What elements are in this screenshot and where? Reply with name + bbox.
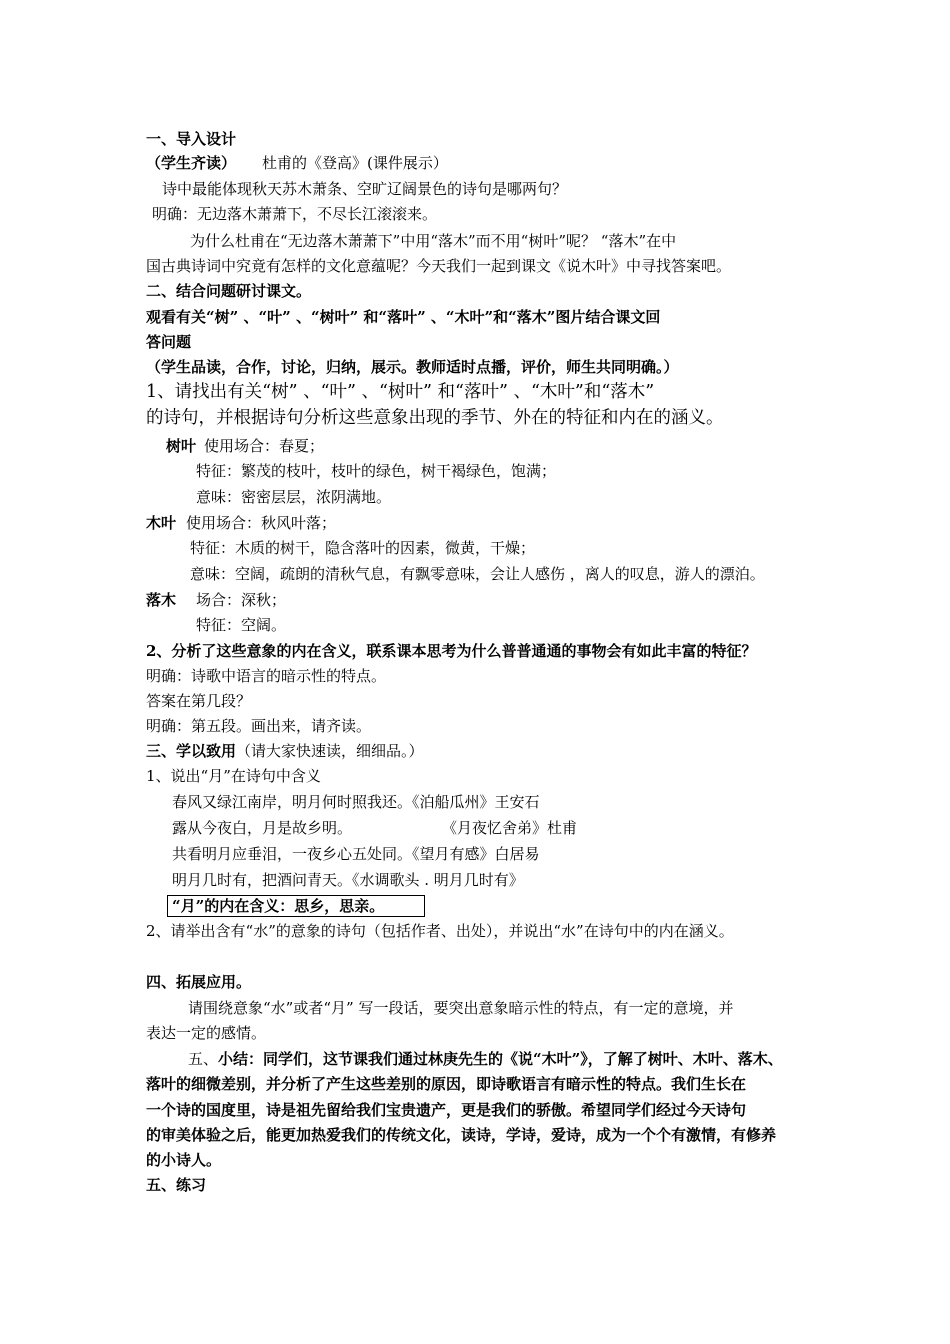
section2-q2-followup: 答案在第几段？ <box>146 692 252 710</box>
shuye-label: 树叶 <box>166 437 197 455</box>
muye-meaning: 意味：空阔，疏朗的清秋气息，有飘零意味，会让人感伤 ，离人的叹息，游人的漂泊。 <box>190 565 765 583</box>
muye-use: 使用场合：秋风叶落； <box>186 514 337 532</box>
summary-line5: 的小诗人。 <box>146 1151 222 1169</box>
poem-line-1: 春风又绿江南岸，明月何时照我还。《泊船瓜州》王安石 <box>172 793 540 811</box>
muye-use-row <box>146 511 336 535</box>
summary-line4: 的审美体验之后，能更加热爱我们的传统文化，读诗，学诗，爱诗，成为一个个有激情，有修养 <box>146 1126 777 1144</box>
shuye-meaning: 意味：密密层层，浓阴满地。 <box>196 488 392 506</box>
section3-heading-row <box>146 739 424 763</box>
luomu-use-row <box>146 588 286 612</box>
summary-line2: 落叶的细微差别，并分析了产生这些差别的原因，即诗歌语言有暗示性的特点。我们生长在 <box>146 1075 747 1093</box>
summary-prefix: 五、 <box>188 1050 219 1068</box>
section2-q1-line2: 的诗句，并根据诗句分析这些意象出现的季节、外在的特征和内在的涵义。 <box>146 408 724 428</box>
poem-line-2: 露从今夜白，月是故乡明。 <box>172 819 353 837</box>
luomu-feature: 特征：空阔。 <box>196 616 287 634</box>
section1-question: 诗中最能体现秋天苏木萧条、空旷辽阔景色的诗句是哪两句？ <box>162 180 568 198</box>
section3-heading-note: （请大家快速读，细细品。） <box>236 742 424 760</box>
section1-para-line2: 国古典诗词中究竟有怎样的文化意蕴呢？今天我们一起到课文《说木叶》中寻找答案吧。 <box>146 257 732 275</box>
shuye-feature: 特征：繁茂的枝叶，枝叶的绿色，树干褐绿色，饱满； <box>196 462 557 480</box>
section1-heading: 一、导入设计 <box>146 130 237 148</box>
section3-heading: 三、学以致用 <box>146 742 237 760</box>
muye-label: 木叶 <box>146 514 177 532</box>
section2-task-line1: 观看有关“树” 、“叶” 、“树叶” 和“落叶” 、“木叶”和“落木”图片结合课文回 <box>146 308 661 326</box>
luomu-use: 场合：深秋； <box>196 591 287 609</box>
section4-heading: 四、拓展应用。 <box>146 973 252 991</box>
section2-q2: 2、分析了这些意象的内在含义，联系课本思考为什么普普通通的事物会有如此丰富的特征？ <box>146 642 757 660</box>
shuye-use: 使用场合：春夏； <box>204 437 325 455</box>
section2-method: （学生品读，合作，讨论，归纳，展示。教师适时点播，评价，师生共同明确。） <box>146 358 679 376</box>
section4-para-line1: 请围绕意象“水”或者“月” 写一段话，要突出意象暗示性的特点，有一定的意境，并 <box>188 999 734 1017</box>
poem-line-3: 共看明月应垂泪，一夜乡心五处同。《望月有感》白居易 <box>172 845 540 863</box>
section2-heading: 二、结合问题研讨课文。 <box>146 282 312 300</box>
moon-meaning-box: “月”的内在含义：思乡，思亲。 <box>167 895 425 917</box>
section3-q1: 1、说出“月”在诗句中含义 <box>146 767 321 785</box>
section4-para-line2: 表达一定的感情。 <box>146 1024 267 1042</box>
poem-line-4: 明月几时有，把酒问青天。《水调歌头 . 明月几时有》 <box>172 871 524 889</box>
shuye-use-row <box>166 434 324 458</box>
section2-q2-answer: 明确：诗歌中语言的暗示性的特点。 <box>146 667 387 685</box>
section1-answer: 明确：无边落木萧萧下，不尽长江滚滚来。 <box>152 205 438 223</box>
poem-line-2-source: 《月夜忆舍弟》杜甫 <box>442 819 578 837</box>
section3-q2: 2、请举出含有“水”的意象的诗句（包括作者、出处），并说出“水”在诗句中的内在涵义。 <box>146 922 734 940</box>
section2-task-line2: 答问题 <box>146 333 192 351</box>
summary-line1-text: 小结：同学们，这节课我们通过林庚先生的《说“木叶”》，了解了树叶、木叶、落木、 <box>218 1050 783 1068</box>
summary-line3: 一个诗的国度里，诗是祖先留给我们宝贵遗产，更是我们的骄傲。希望同学们经过今天诗句 <box>146 1101 747 1119</box>
section2-q2-followup-answer: 明确：第五段。画出来，请齐读。 <box>146 717 372 735</box>
luomu-label: 落木 <box>146 591 177 609</box>
summary-line1 <box>188 1047 783 1071</box>
intro-text: 杜甫的《登高》(课件展示） <box>262 154 448 172</box>
section5-heading: 五、练习 <box>146 1176 207 1194</box>
intro-label: （学生齐读） <box>146 154 237 172</box>
section2-q1-line1: 1、请找出有关“树” 、“叶” 、“树叶” 和“落叶” 、“木叶”和“落木” <box>146 382 655 402</box>
muye-feature: 特征：木质的树干，隐含落叶的因素，微黄，干燥； <box>190 539 536 557</box>
section1-intro <box>146 151 448 175</box>
section1-para-line1: 为什么杜甫在“无边落木萧萧下”中用“落木”而不用“树叶”呢？ “落木”在中 <box>190 232 677 250</box>
